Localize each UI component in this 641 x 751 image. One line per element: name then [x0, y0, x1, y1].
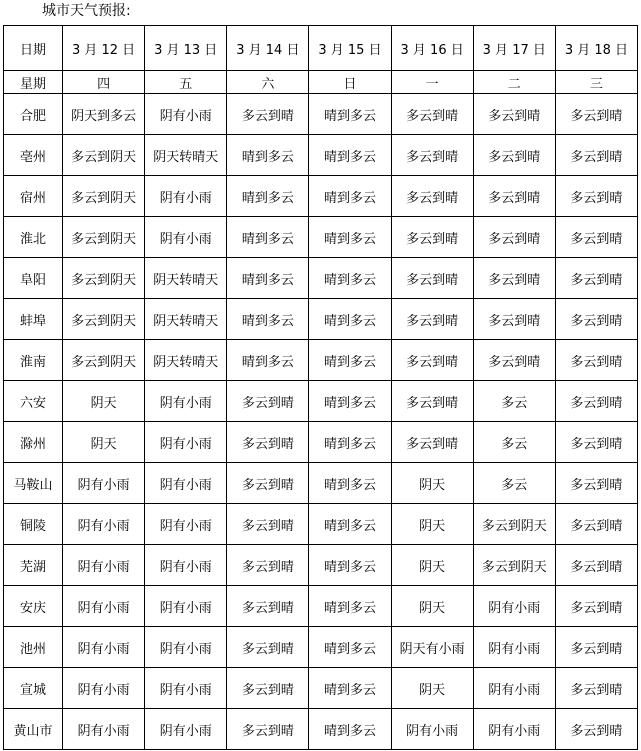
table-row — [4, 463, 638, 504]
forecast-cell: 多云到晴 — [555, 463, 637, 504]
city-name-cell: 合肥 — [4, 94, 63, 135]
forecast-cell: 多云到晴 — [391, 258, 473, 299]
forecast-cell: 晴到多云 — [227, 176, 309, 217]
forecast-cell: 阴有小雨 — [145, 709, 227, 750]
table-row — [4, 627, 638, 668]
forecast-cell: 多云到晴 — [555, 340, 637, 381]
forecast-cell: 多云到阴天 — [473, 504, 555, 545]
forecast-cell: 阴天 — [391, 463, 473, 504]
forecast-cell: 多云到阴天 — [63, 299, 145, 340]
city-name-cell: 芜湖 — [4, 545, 63, 586]
forecast-cell: 晴到多云 — [227, 340, 309, 381]
weekday-cell: 日 — [309, 71, 391, 94]
city-name-cell: 亳州 — [4, 135, 63, 176]
table-row — [4, 504, 638, 545]
forecast-cell: 多云到阴天 — [63, 135, 145, 176]
forecast-cell: 阴有小雨 — [473, 668, 555, 709]
forecast-cell: 阴有小雨 — [145, 586, 227, 627]
forecast-cell: 多云到晴 — [391, 299, 473, 340]
table-row — [4, 340, 638, 381]
forecast-cell: 多云到晴 — [391, 135, 473, 176]
forecast-cell: 晴到多云 — [227, 217, 309, 258]
page-title: 城市天气预报: — [42, 3, 131, 19]
forecast-cell: 阴天 — [391, 504, 473, 545]
forecast-cell: 多云到晴 — [227, 627, 309, 668]
date-cell: 3 月 14 日 — [227, 26, 309, 71]
forecast-cell: 晴到多云 — [309, 135, 391, 176]
table-row — [4, 258, 638, 299]
forecast-cell: 多云到晴 — [227, 422, 309, 463]
forecast-cell: 多云到晴 — [555, 709, 637, 750]
table-row — [4, 668, 638, 709]
weekday-cell: 四 — [63, 71, 145, 94]
forecast-cell: 晴到多云 — [309, 422, 391, 463]
forecast-cell: 晴到多云 — [309, 217, 391, 258]
forecast-cell: 阴天 — [63, 422, 145, 463]
forecast-cell: 多云到晴 — [555, 135, 637, 176]
forecast-cell: 阴天转晴天 — [145, 340, 227, 381]
date-cell: 3 月 17 日 — [473, 26, 555, 71]
city-name-cell: 安庆 — [4, 586, 63, 627]
forecast-cell: 晴到多云 — [309, 504, 391, 545]
forecast-cell: 阴天转晴天 — [145, 135, 227, 176]
table-row — [4, 176, 638, 217]
forecast-cell: 阴有小雨 — [63, 545, 145, 586]
forecast-cell: 阴有小雨 — [145, 627, 227, 668]
forecast-cell: 阴有小雨 — [63, 668, 145, 709]
forecast-cell: 阴有小雨 — [63, 586, 145, 627]
forecast-cell: 多云到晴 — [227, 381, 309, 422]
city-name-cell: 六安 — [4, 381, 63, 422]
forecast-cell: 晴到多云 — [309, 545, 391, 586]
city-name-cell: 淮南 — [4, 340, 63, 381]
forecast-cell: 多云到晴 — [227, 586, 309, 627]
forecast-cell: 多云到晴 — [555, 422, 637, 463]
forecast-cell: 晴到多云 — [309, 299, 391, 340]
forecast-cell: 多云到阴天 — [63, 217, 145, 258]
forecast-cell: 多云到晴 — [227, 668, 309, 709]
date-header-row — [4, 26, 638, 71]
forecast-cell: 多云到晴 — [473, 258, 555, 299]
forecast-cell: 晴到多云 — [309, 176, 391, 217]
forecast-cell: 晴到多云 — [227, 258, 309, 299]
table-row — [4, 709, 638, 750]
forecast-cell: 阴有小雨 — [63, 627, 145, 668]
forecast-cell: 晴到多云 — [309, 340, 391, 381]
date-cell: 3 月 12 日 — [63, 26, 145, 71]
forecast-cell: 阴有小雨 — [145, 176, 227, 217]
forecast-cell: 晴到多云 — [309, 463, 391, 504]
forecast-cell: 多云到晴 — [555, 258, 637, 299]
forecast-cell: 晴到多云 — [309, 94, 391, 135]
forecast-cell: 阴天转晴天 — [145, 258, 227, 299]
forecast-cell: 阴天有小雨 — [391, 627, 473, 668]
forecast-cell: 多云到晴 — [473, 176, 555, 217]
city-name-cell: 滁州 — [4, 422, 63, 463]
forecast-cell: 阴有小雨 — [145, 668, 227, 709]
table-row — [4, 135, 638, 176]
forecast-cell: 多云到阴天 — [63, 176, 145, 217]
forecast-cell: 多云到晴 — [391, 340, 473, 381]
forecast-cell: 多云到阴天 — [63, 258, 145, 299]
table-row — [4, 299, 638, 340]
forecast-cell: 多云到晴 — [473, 217, 555, 258]
table-row — [4, 217, 638, 258]
forecast-cell: 阴有小雨 — [145, 422, 227, 463]
table-row — [4, 422, 638, 463]
forecast-cell: 阴有小雨 — [63, 709, 145, 750]
date-cell: 3 月 15 日 — [309, 26, 391, 71]
forecast-cell: 多云到晴 — [555, 381, 637, 422]
weekday-row-label: 星期 — [4, 71, 63, 94]
forecast-cell: 晴到多云 — [309, 258, 391, 299]
forecast-cell: 多云到晴 — [555, 504, 637, 545]
forecast-cell: 多云到晴 — [227, 545, 309, 586]
city-name-cell: 宿州 — [4, 176, 63, 217]
city-name-cell: 黄山市 — [4, 709, 63, 750]
weekday-cell: 二 — [473, 71, 555, 94]
forecast-cell: 阴有小雨 — [145, 463, 227, 504]
city-name-cell: 宣城 — [4, 668, 63, 709]
forecast-cell: 阴天 — [391, 586, 473, 627]
forecast-cell: 阴有小雨 — [145, 94, 227, 135]
forecast-cell: 多云到晴 — [473, 94, 555, 135]
weekday-cell: 一 — [391, 71, 473, 94]
table-row — [4, 381, 638, 422]
date-cell: 3 月 16 日 — [391, 26, 473, 71]
forecast-cell: 晴到多云 — [309, 627, 391, 668]
forecast-cell: 多云到晴 — [391, 381, 473, 422]
forecast-cell: 多云到晴 — [227, 709, 309, 750]
forecast-cell: 多云 — [473, 381, 555, 422]
forecast-cell: 多云到晴 — [555, 94, 637, 135]
date-cell: 3 月 13 日 — [145, 26, 227, 71]
forecast-cell: 多云到晴 — [473, 299, 555, 340]
forecast-cell: 多云到晴 — [555, 545, 637, 586]
date-row-label: 日期 — [4, 26, 63, 71]
forecast-cell: 阴天 — [63, 381, 145, 422]
city-name-cell: 池州 — [4, 627, 63, 668]
forecast-cell: 阴天转晴天 — [145, 299, 227, 340]
weekday-cell: 三 — [555, 71, 637, 94]
forecast-cell: 多云到晴 — [391, 217, 473, 258]
forecast-cell: 阴有小雨 — [473, 709, 555, 750]
weekday-cell: 五 — [145, 71, 227, 94]
city-name-cell: 阜阳 — [4, 258, 63, 299]
forecast-cell: 阴有小雨 — [63, 504, 145, 545]
forecast-cell: 多云 — [473, 422, 555, 463]
forecast-cell: 阴有小雨 — [145, 504, 227, 545]
forecast-cell: 阴有小雨 — [473, 586, 555, 627]
forecast-cell: 多云到晴 — [227, 504, 309, 545]
forecast-cell: 多云到晴 — [391, 422, 473, 463]
forecast-cell: 阴有小雨 — [145, 381, 227, 422]
forecast-cell: 多云到晴 — [391, 176, 473, 217]
weekday-header-row — [4, 71, 638, 94]
forecast-cell: 阴有小雨 — [473, 627, 555, 668]
forecast-table-body — [4, 26, 638, 750]
date-cell: 3 月 18 日 — [555, 26, 637, 71]
city-name-cell: 铜陵 — [4, 504, 63, 545]
forecast-cell: 晴到多云 — [309, 586, 391, 627]
forecast-cell: 阴天 — [391, 545, 473, 586]
forecast-cell: 晴到多云 — [227, 299, 309, 340]
forecast-cell: 多云到晴 — [555, 586, 637, 627]
forecast-cell: 多云到晴 — [555, 299, 637, 340]
forecast-cell: 晴到多云 — [309, 381, 391, 422]
weather-forecast-table — [3, 25, 638, 750]
city-name-cell: 蚌埠 — [4, 299, 63, 340]
forecast-cell: 阴天 — [391, 668, 473, 709]
forecast-cell: 晴到多云 — [309, 668, 391, 709]
forecast-cell: 晴到多云 — [309, 709, 391, 750]
table-row — [4, 94, 638, 135]
table-row — [4, 586, 638, 627]
forecast-cell: 多云到阴天 — [63, 340, 145, 381]
weekday-cell: 六 — [227, 71, 309, 94]
forecast-cell: 多云到晴 — [227, 463, 309, 504]
forecast-cell: 阴有小雨 — [63, 463, 145, 504]
forecast-cell: 阴有小雨 — [145, 217, 227, 258]
forecast-cell: 多云到晴 — [473, 340, 555, 381]
forecast-cell: 多云到晴 — [555, 217, 637, 258]
forecast-cell: 阴天到多云 — [63, 94, 145, 135]
forecast-cell: 多云到晴 — [391, 94, 473, 135]
city-name-cell: 马鞍山 — [4, 463, 63, 504]
forecast-cell: 多云到阴天 — [473, 545, 555, 586]
forecast-cell: 多云到晴 — [473, 135, 555, 176]
table-row — [4, 545, 638, 586]
forecast-cell: 多云到晴 — [555, 176, 637, 217]
forecast-cell: 多云到晴 — [555, 668, 637, 709]
forecast-cell: 多云到晴 — [227, 94, 309, 135]
forecast-cell: 多云到晴 — [555, 627, 637, 668]
forecast-cell: 晴到多云 — [227, 135, 309, 176]
city-name-cell: 淮北 — [4, 217, 63, 258]
forecast-cell: 阴有小雨 — [391, 709, 473, 750]
forecast-cell: 阴有小雨 — [145, 545, 227, 586]
forecast-cell: 多云 — [473, 463, 555, 504]
